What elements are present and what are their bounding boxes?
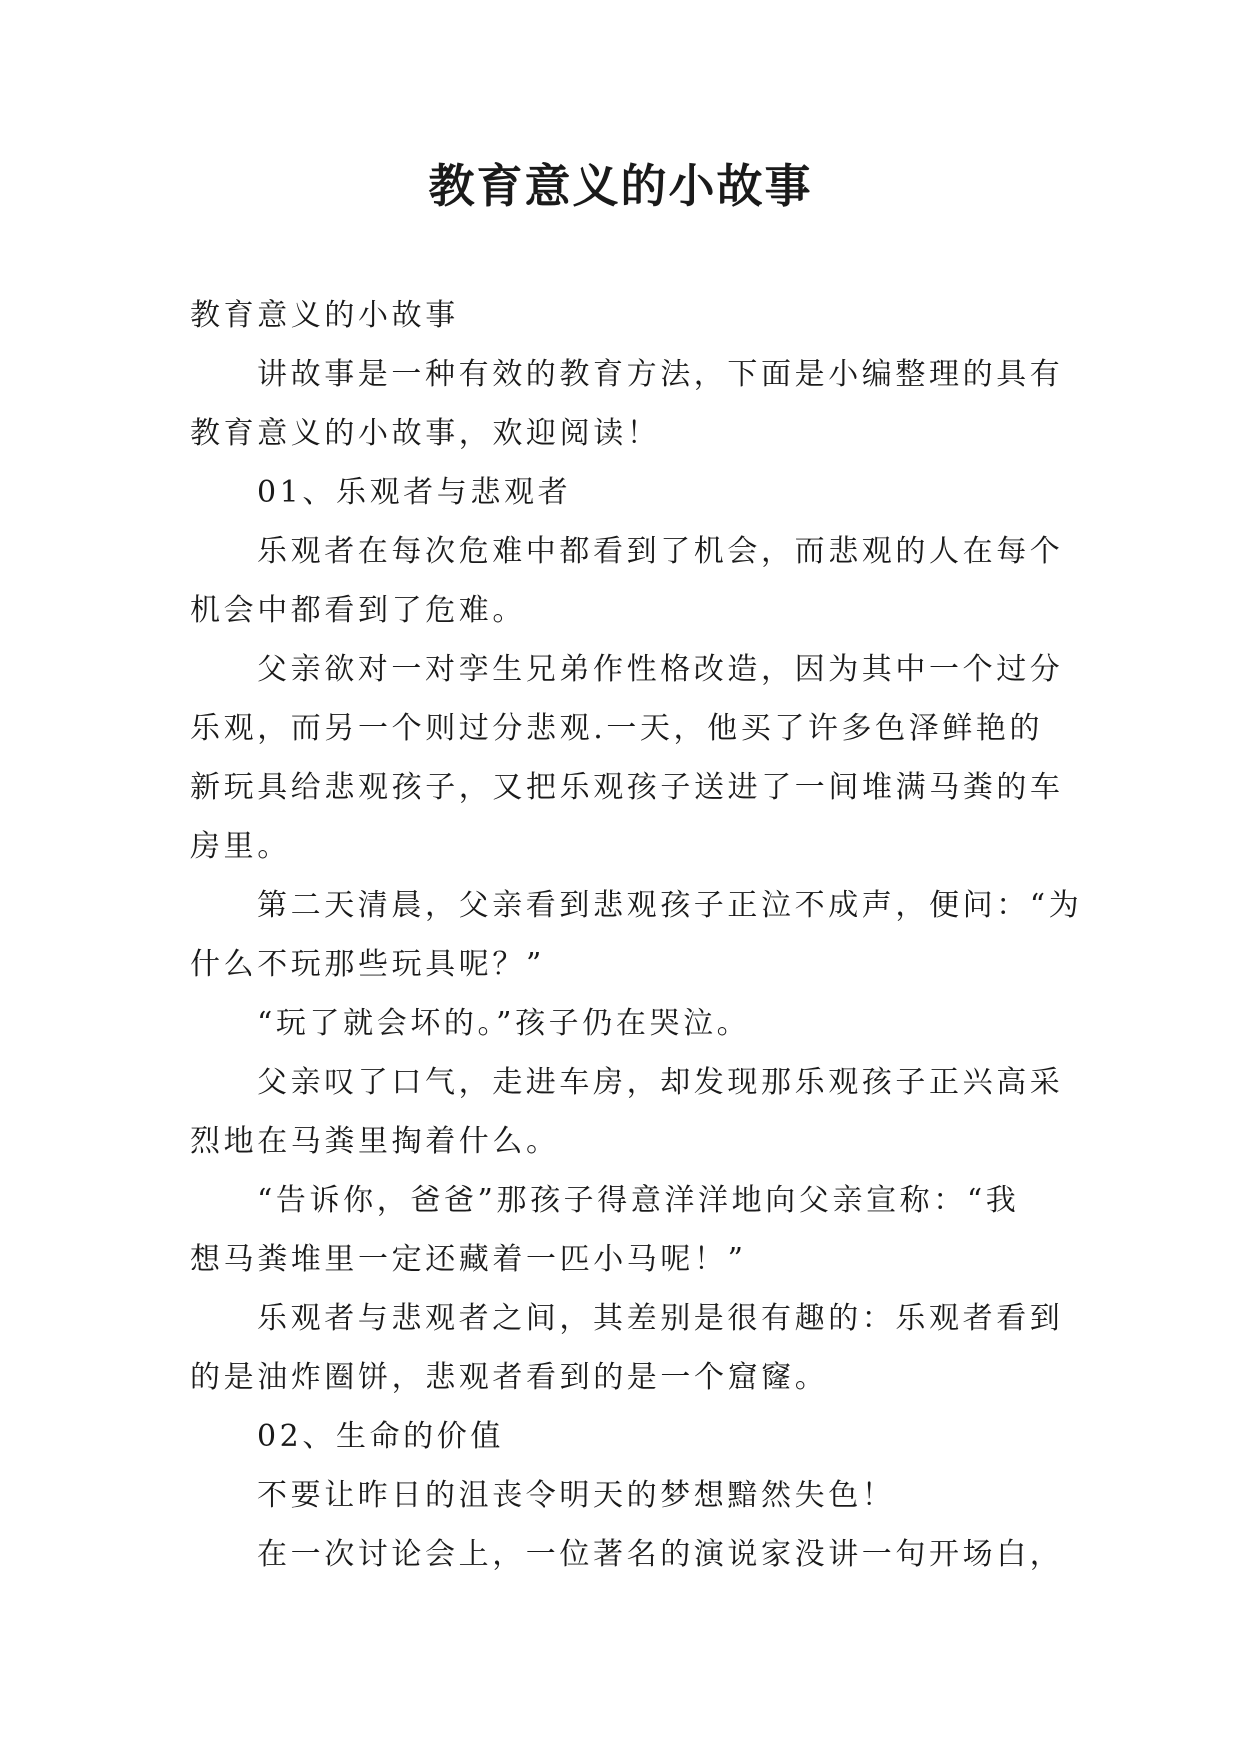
paragraph-line: 烈地在马粪里掏着什么。 [190, 1124, 560, 1159]
paragraph-line: 的是油炸圈饼，悲观者看到的是一个窟窿。 [190, 1360, 829, 1395]
paragraph-line: 第二天清晨，父亲看到悲观孩子正泣不成声，便问：“为 [257, 888, 1083, 923]
paragraph-line: 在一次讨论会上，一位著名的演说家没讲一句开场白， [257, 1537, 1064, 1572]
paragraph-line: 机会中都看到了危难。 [190, 593, 526, 628]
paragraph-line: 父亲叹了口气，走进车房，却发现那乐观孩子正兴高采 [257, 1065, 1064, 1100]
paragraph-line: 讲故事是一种有效的教育方法，下面是小编整理的具有 [257, 357, 1064, 392]
section-heading: 01、乐观者与悲观者 [257, 475, 572, 510]
paragraph-line: 教育意义的小故事 [190, 298, 459, 333]
paragraph-line: 教育意义的小故事，欢迎阅读！ [190, 416, 661, 451]
paragraph-line: 新玩具给悲观孩子，又把乐观孩子送进了一间堆满马粪的车 [190, 770, 1064, 805]
paragraph-line: 不要让昨日的沮丧令明天的梦想黯然失色！ [257, 1478, 896, 1513]
document-body [190, 286, 1083, 1584]
paragraph-line: 想马粪堆里一定还藏着一匹小马呢！” [190, 1242, 747, 1277]
paragraph-line: 房里。 [190, 829, 291, 864]
paragraph-line: 乐观，而另一个则过分悲观.一天，他买了许多色泽鲜艳的 [190, 711, 1044, 746]
paragraph-line: 乐观者在每次危难中都看到了机会，而悲观的人在每个 [257, 534, 1064, 569]
paragraph-line: “玩了就会坏的。”孩子仍在哭泣。 [257, 1006, 751, 1041]
paragraph-line: 什么不玩那些玩具呢？” [190, 947, 545, 982]
paragraph-line: “告诉你，爸爸”那孩子得意洋洋地向父亲宣称：“我 [257, 1183, 1020, 1218]
document-title: 教育意义的小故事 [428, 159, 813, 213]
paragraph-line: 父亲欲对一对孪生兄弟作性格改造，因为其中一个过分 [257, 652, 1064, 687]
paragraph-line: 乐观者与悲观者之间，其差别是很有趣的：乐观者看到 [257, 1301, 1064, 1336]
section-heading: 02、生命的价值 [257, 1419, 504, 1454]
